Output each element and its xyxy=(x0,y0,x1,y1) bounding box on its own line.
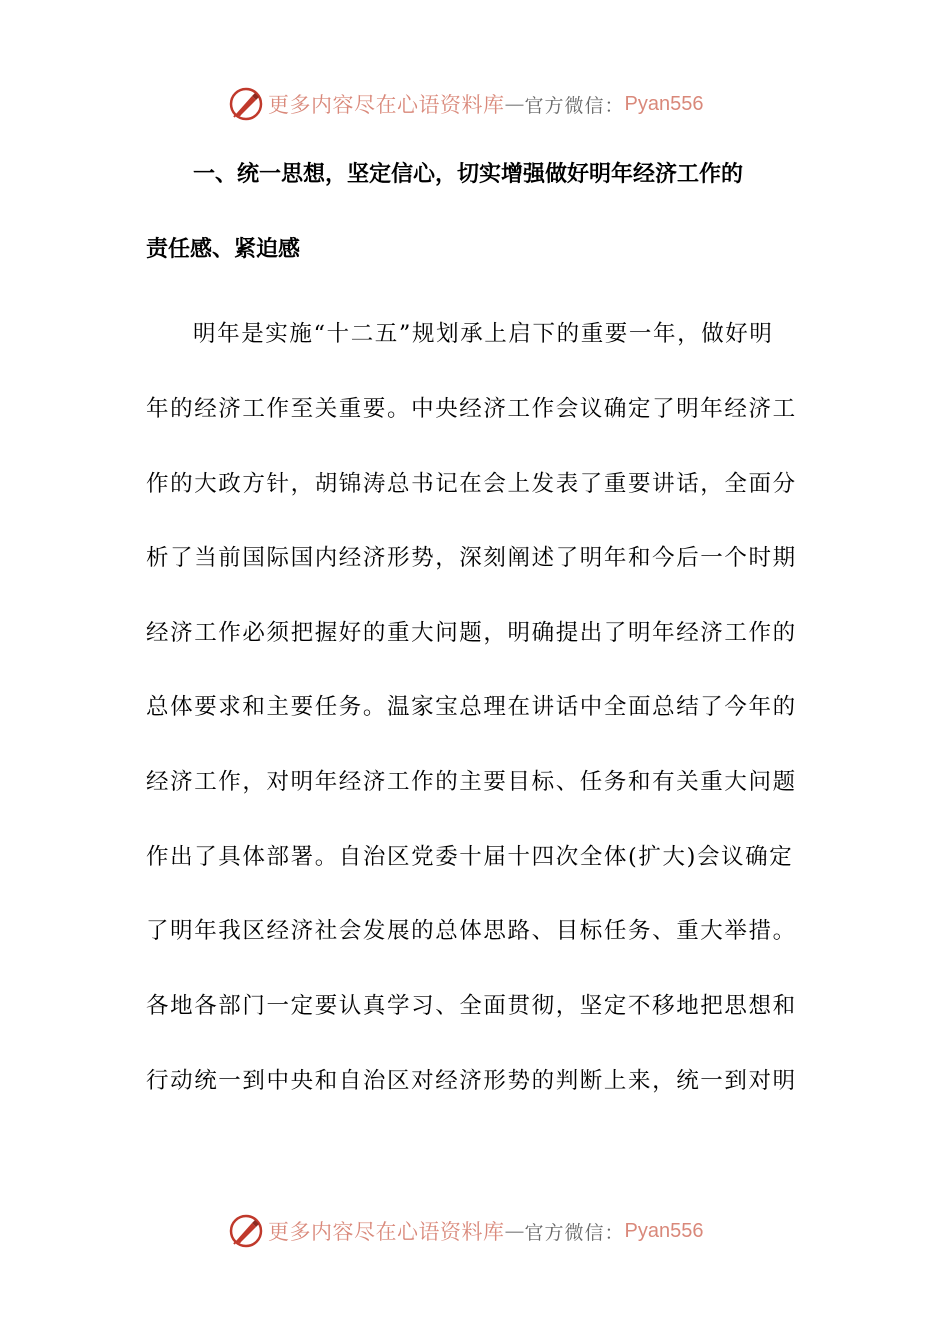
paragraph-line: 各地各部门一定要认真学习、全面贯彻，坚定不移地把思想和 xyxy=(146,993,797,1019)
paragraph-line: 总体要求和主要任务。温家宝总理在讲话中全面总结了今年的 xyxy=(146,694,797,720)
banner-wechat-id: Pyan556 xyxy=(624,92,704,115)
paragraph-line: 作出了具体部署。自治区党委十届十四次全体(扩大)会议确定 xyxy=(146,844,794,870)
pen-logo-icon xyxy=(228,86,264,122)
banner-title: 更多内容尽在心语资料库 xyxy=(268,1220,505,1244)
banner-separator: — xyxy=(504,1219,525,1243)
paragraph-line: 作的大政方针，胡锦涛总书记在会上发表了重要讲话，全面分 xyxy=(146,471,797,497)
paragraph-line: 析了当前国际国内经济形势，深刻阐述了明年和今后一个时期 xyxy=(146,545,797,571)
banner-wechat-label: 官方微信： xyxy=(524,94,625,117)
paragraph-line: 行动统一到中央和自治区对经济形势的判断上来，统一到对明 xyxy=(146,1068,797,1094)
paragraph-line: 经济工作必须把握好的重大问题，明确提出了明年经济工作的 xyxy=(146,620,797,646)
paragraph-line: 明年是实施“十二五”规划承上启下的重要一年，做好明 xyxy=(193,321,774,347)
pen-logo-icon xyxy=(228,1213,264,1249)
banner-wechat-id: Pyan556 xyxy=(624,1219,704,1242)
section-heading-line-1: 一、统一思想，坚定信心，切实增强做好明年经济工作的 xyxy=(193,162,744,187)
paragraph-line: 经济工作，对明年经济工作的主要目标、任务和有关重大问题 xyxy=(146,769,797,795)
banner-wechat-label: 官方微信： xyxy=(524,1221,625,1244)
banner-separator: — xyxy=(504,92,525,116)
section-heading-line-2: 责任感、紧迫感 xyxy=(146,237,301,262)
footer-banner xyxy=(228,1211,748,1251)
banner-title: 更多内容尽在心语资料库 xyxy=(268,93,505,117)
header-banner xyxy=(228,84,748,124)
paragraph-line: 了明年我区经济社会发展的总体思路、目标任务、重大举措。 xyxy=(146,918,797,944)
paragraph-line: 年的经济工作至关重要。中央经济工作会议确定了明年经济工 xyxy=(146,396,797,422)
